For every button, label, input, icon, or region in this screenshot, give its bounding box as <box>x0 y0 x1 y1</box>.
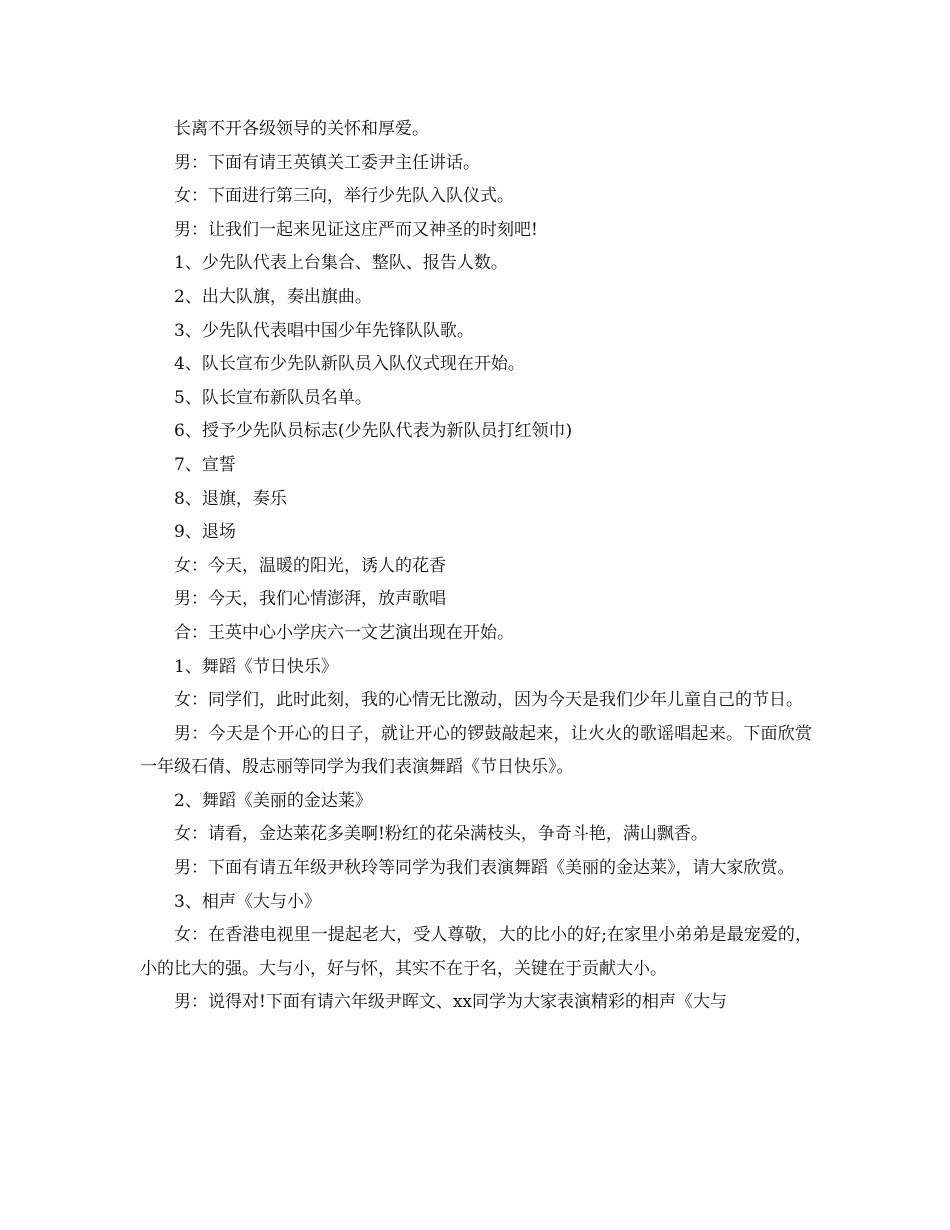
paragraph: 合：王英中心小学庆六一文艺演出现在开始。 <box>174 622 514 643</box>
paragraph: 长离不开各级领导的关怀和厚爱。 <box>174 119 429 139</box>
list-item: 1、少先队代表上台集合、整队、报告人数。 <box>174 253 508 274</box>
list-item: 5、队长宣布新队员名单。 <box>174 387 372 408</box>
list-item: 7、宣誓 <box>174 454 236 475</box>
paragraph: 男：今天，我们心情澎湃，放声歌唱 <box>174 589 446 610</box>
paragraph: 女：在香港电视里一提起老大，受人尊敬，大的比小的好;在家里小弟弟是最宠爱的，小的比大的强。大与小，好与怀，其实不在于名，关键在于贡献大小。 <box>140 925 812 979</box>
program-item-heading: 3、相声《大与小》 <box>174 891 321 912</box>
list-item: 2、出大队旗，奏出旗曲。 <box>174 286 372 307</box>
list-item: 3、少先队代表唱中国少年先锋队队歌。 <box>174 320 474 341</box>
program-item-heading: 1、舞蹈《节日快乐》 <box>174 656 338 677</box>
paragraph: 女：同学们，此时此刻，我的心情无比激动，因为今天是我们少年儿童自己的节日。 <box>174 690 803 711</box>
paragraph: 男：下面有请五年级尹秋玲等同学为我们表演舞蹈《美丽的金达莱》，请大家欣赏。 <box>174 858 795 879</box>
paragraph: 男：说得对!下面有请六年级尹晖文、xx同学为大家表演精彩的相声《大与 <box>174 992 728 1013</box>
list-item: 4、队长宣布少先队新队员入队仪式现在开始。 <box>174 354 525 375</box>
paragraph: 女：请看，金达莱花多美啊!粉红的花朵满枝头，争奇斗艳，满山飘香。 <box>174 824 708 845</box>
document-body <box>140 113 812 1020</box>
paragraph: 男：今天是个开心的日子，就让开心的锣鼓敲起来，让火火的歌谣唱起来。下面欣赏一年级石倩、殷志丽等同学为我们表演舞蹈《节日快乐》。 <box>140 723 812 778</box>
paragraph: 男：让我们一起来见证这庄严而又神圣的时刻吧! <box>174 219 538 240</box>
list-item: 6、授予少先队员标志(少先队代表为新队员打红领巾) <box>174 421 573 442</box>
program-item-heading: 2、舞蹈《美丽的金达莱》 <box>174 790 372 811</box>
list-item: 8、退旗，奏乐 <box>174 488 287 509</box>
paragraph: 女：下面进行第三向，举行少先队入队仪式。 <box>174 186 514 207</box>
list-item: 9、退场 <box>174 522 236 543</box>
paragraph: 女：今天，温暖的阳光，诱人的花香 <box>174 555 446 576</box>
paragraph: 男：下面有请王英镇关工委尹主任讲话。 <box>174 152 480 173</box>
